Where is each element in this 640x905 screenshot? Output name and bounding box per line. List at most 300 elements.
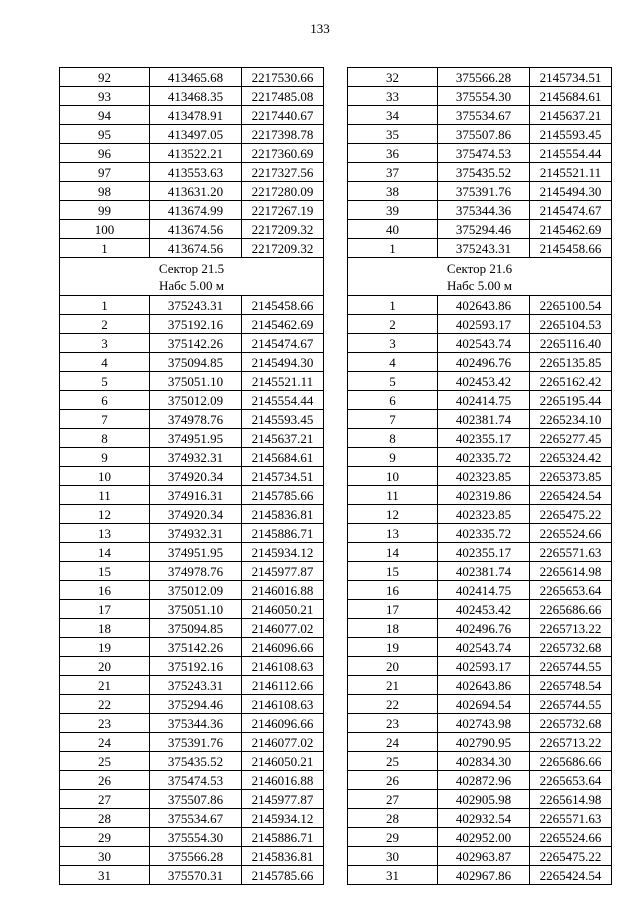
point-number-cell: 40 — [348, 220, 438, 239]
x-coordinate-cell: 402335.72 — [438, 524, 530, 543]
table-row — [348, 201, 612, 220]
sector-title: Сектор 21.6 — [446, 260, 513, 276]
table-row — [60, 790, 324, 809]
y-coordinate-cell: 2265424.54 — [530, 486, 612, 505]
x-coordinate-cell: 375142.26 — [150, 638, 242, 657]
x-coordinate-cell: 402496.76 — [438, 619, 530, 638]
table-row — [60, 486, 324, 505]
point-number-cell: 20 — [60, 657, 150, 676]
table-row — [348, 847, 612, 866]
sector-header-cell — [348, 258, 612, 296]
y-coordinate-cell: 2146096.66 — [242, 638, 324, 657]
y-coordinate-cell: 2265571.63 — [530, 809, 612, 828]
table-row — [348, 752, 612, 771]
x-coordinate-cell: 375012.09 — [150, 391, 242, 410]
y-coordinate-cell: 2145462.69 — [530, 220, 612, 239]
y-coordinate-cell: 2145934.12 — [242, 809, 324, 828]
point-number-cell: 27 — [60, 790, 150, 809]
table-row — [60, 600, 324, 619]
x-coordinate-cell: 413522.21 — [150, 144, 242, 163]
y-coordinate-cell: 2145684.61 — [242, 448, 324, 467]
x-coordinate-cell: 375344.36 — [150, 714, 242, 733]
x-coordinate-cell: 413497.05 — [150, 125, 242, 144]
table-row — [60, 467, 324, 486]
x-coordinate-cell: 402593.17 — [438, 657, 530, 676]
table-row — [60, 87, 324, 106]
point-number-cell: 11 — [348, 486, 438, 505]
table-row — [348, 619, 612, 638]
x-coordinate-cell: 375012.09 — [150, 581, 242, 600]
point-number-cell: 7 — [60, 410, 150, 429]
point-number-cell: 22 — [348, 695, 438, 714]
x-coordinate-cell: 402543.74 — [438, 638, 530, 657]
x-coordinate-cell: 413553.63 — [150, 163, 242, 182]
x-coordinate-cell: 413465.68 — [150, 68, 242, 87]
x-coordinate-cell: 375570.31 — [150, 866, 242, 885]
y-coordinate-cell: 2146108.63 — [242, 695, 324, 714]
y-coordinate-cell: 2145886.71 — [242, 828, 324, 847]
sector-header-cell — [60, 258, 324, 296]
x-coordinate-cell: 375094.85 — [150, 619, 242, 638]
point-number-cell: 97 — [60, 163, 150, 182]
table-row — [348, 543, 612, 562]
table-row — [60, 524, 324, 543]
x-coordinate-cell: 375243.31 — [438, 239, 530, 258]
table-row — [60, 106, 324, 125]
y-coordinate-cell: 2265732.68 — [530, 638, 612, 657]
table-row — [60, 676, 324, 695]
table-row — [348, 296, 612, 315]
table-row — [60, 619, 324, 638]
x-coordinate-cell: 413631.20 — [150, 182, 242, 201]
table-row — [348, 220, 612, 239]
table-row — [60, 638, 324, 657]
y-coordinate-cell: 2265475.22 — [530, 847, 612, 866]
point-number-cell: 1 — [348, 296, 438, 315]
x-coordinate-cell: 402694.54 — [438, 695, 530, 714]
table-row — [348, 467, 612, 486]
point-number-cell: 98 — [60, 182, 150, 201]
x-coordinate-cell: 413674.56 — [150, 239, 242, 258]
point-number-cell: 33 — [348, 87, 438, 106]
y-coordinate-cell: 2145734.51 — [530, 68, 612, 87]
x-coordinate-cell: 402381.74 — [438, 562, 530, 581]
x-coordinate-cell: 375566.28 — [150, 847, 242, 866]
table-row — [60, 410, 324, 429]
x-coordinate-cell: 402543.74 — [438, 334, 530, 353]
table-row — [60, 163, 324, 182]
x-coordinate-cell: 413478.91 — [150, 106, 242, 125]
y-coordinate-cell: 2265748.54 — [530, 676, 612, 695]
y-coordinate-cell: 2146050.21 — [242, 600, 324, 619]
x-coordinate-cell: 375474.53 — [438, 144, 530, 163]
point-number-cell: 9 — [60, 448, 150, 467]
y-coordinate-cell: 2265100.54 — [530, 296, 612, 315]
x-coordinate-cell: 375192.16 — [150, 657, 242, 676]
x-coordinate-cell: 402323.85 — [438, 505, 530, 524]
y-coordinate-cell: 2217440.67 — [242, 106, 324, 125]
y-coordinate-cell: 2146077.02 — [242, 733, 324, 752]
table-row — [348, 410, 612, 429]
x-coordinate-cell: 375243.31 — [150, 676, 242, 695]
table-row — [60, 505, 324, 524]
y-coordinate-cell: 2265277.45 — [530, 429, 612, 448]
point-number-cell: 25 — [60, 752, 150, 771]
x-coordinate-cell: 402355.17 — [438, 429, 530, 448]
table-row — [348, 714, 612, 733]
table-row — [60, 752, 324, 771]
point-number-cell: 22 — [60, 695, 150, 714]
x-coordinate-cell: 402872.96 — [438, 771, 530, 790]
x-coordinate-cell: 374978.76 — [150, 410, 242, 429]
x-coordinate-cell: 375243.31 — [150, 296, 242, 315]
table-row — [60, 581, 324, 600]
table-row — [348, 638, 612, 657]
y-coordinate-cell: 2265732.68 — [530, 714, 612, 733]
x-coordinate-cell: 374932.31 — [150, 448, 242, 467]
x-coordinate-cell: 375554.30 — [438, 87, 530, 106]
y-coordinate-cell: 2146016.88 — [242, 771, 324, 790]
y-coordinate-cell: 2265571.63 — [530, 543, 612, 562]
x-coordinate-cell: 402743.98 — [438, 714, 530, 733]
point-number-cell: 10 — [348, 467, 438, 486]
point-number-cell: 2 — [348, 315, 438, 334]
point-number-cell: 30 — [60, 847, 150, 866]
point-number-cell: 3 — [60, 334, 150, 353]
y-coordinate-cell: 2265373.85 — [530, 467, 612, 486]
table-row — [60, 125, 324, 144]
table-row — [348, 790, 612, 809]
x-coordinate-cell: 374951.95 — [150, 429, 242, 448]
point-number-cell: 10 — [60, 467, 150, 486]
x-coordinate-cell: 402496.76 — [438, 353, 530, 372]
sector-header-row — [60, 258, 324, 296]
point-number-cell: 1 — [60, 296, 150, 315]
table-row — [348, 106, 612, 125]
sector-header-row — [348, 258, 612, 296]
point-number-cell: 96 — [60, 144, 150, 163]
table-row — [348, 600, 612, 619]
y-coordinate-cell: 2265162.42 — [530, 372, 612, 391]
table-row — [60, 733, 324, 752]
y-coordinate-cell: 2217280.09 — [242, 182, 324, 201]
x-coordinate-cell: 375094.85 — [150, 353, 242, 372]
y-coordinate-cell: 2265135.85 — [530, 353, 612, 372]
x-coordinate-cell: 374920.34 — [150, 467, 242, 486]
point-number-cell: 5 — [60, 372, 150, 391]
point-number-cell: 1 — [60, 239, 150, 258]
y-coordinate-cell: 2217530.66 — [242, 68, 324, 87]
x-coordinate-cell: 402790.95 — [438, 733, 530, 752]
x-coordinate-cell: 375507.86 — [150, 790, 242, 809]
point-number-cell: 31 — [60, 866, 150, 885]
point-number-cell: 20 — [348, 657, 438, 676]
table-row — [348, 505, 612, 524]
point-number-cell: 13 — [60, 524, 150, 543]
x-coordinate-cell: 402834.30 — [438, 752, 530, 771]
table-row — [60, 809, 324, 828]
x-coordinate-cell: 402453.42 — [438, 372, 530, 391]
x-coordinate-cell: 375051.10 — [150, 372, 242, 391]
y-coordinate-cell: 2145684.61 — [530, 87, 612, 106]
point-number-cell: 14 — [60, 543, 150, 562]
point-number-cell: 37 — [348, 163, 438, 182]
point-number-cell: 16 — [348, 581, 438, 600]
y-coordinate-cell: 2145554.44 — [530, 144, 612, 163]
table-row — [348, 315, 612, 334]
left-table-body — [60, 68, 324, 885]
point-number-cell: 8 — [348, 429, 438, 448]
y-coordinate-cell: 2145494.30 — [242, 353, 324, 372]
point-number-cell: 93 — [60, 87, 150, 106]
point-number-cell: 24 — [348, 733, 438, 752]
point-number-cell: 19 — [60, 638, 150, 657]
point-number-cell: 32 — [348, 68, 438, 87]
x-coordinate-cell: 402323.85 — [438, 467, 530, 486]
y-coordinate-cell: 2265653.64 — [530, 771, 612, 790]
point-number-cell: 12 — [60, 505, 150, 524]
point-number-cell: 11 — [60, 486, 150, 505]
table-row — [348, 87, 612, 106]
y-coordinate-cell: 2145458.66 — [242, 296, 324, 315]
table-row — [348, 657, 612, 676]
point-number-cell: 26 — [348, 771, 438, 790]
x-coordinate-cell: 375566.28 — [438, 68, 530, 87]
x-coordinate-cell: 402967.86 — [438, 866, 530, 885]
y-coordinate-cell: 2265713.22 — [530, 619, 612, 638]
point-number-cell: 28 — [60, 809, 150, 828]
point-number-cell: 27 — [348, 790, 438, 809]
y-coordinate-cell: 2145462.69 — [242, 315, 324, 334]
point-number-cell: 18 — [60, 619, 150, 638]
y-coordinate-cell: 2145494.30 — [530, 182, 612, 201]
table-row — [348, 809, 612, 828]
y-coordinate-cell: 2265524.66 — [530, 524, 612, 543]
x-coordinate-cell: 402414.75 — [438, 581, 530, 600]
x-coordinate-cell: 375507.86 — [438, 125, 530, 144]
table-row — [348, 163, 612, 182]
table-row — [60, 144, 324, 163]
point-number-cell: 18 — [348, 619, 438, 638]
point-number-cell: 26 — [60, 771, 150, 790]
point-number-cell: 29 — [348, 828, 438, 847]
x-coordinate-cell: 374920.34 — [150, 505, 242, 524]
point-number-cell: 28 — [348, 809, 438, 828]
table-row — [348, 448, 612, 467]
x-coordinate-cell: 413468.35 — [150, 87, 242, 106]
x-coordinate-cell: 413674.56 — [150, 220, 242, 239]
x-coordinate-cell: 374951.95 — [150, 543, 242, 562]
x-coordinate-cell: 375474.53 — [150, 771, 242, 790]
point-number-cell: 92 — [60, 68, 150, 87]
y-coordinate-cell: 2145886.71 — [242, 524, 324, 543]
point-number-cell: 17 — [348, 600, 438, 619]
point-number-cell: 5 — [348, 372, 438, 391]
sector-title: Сектор 21.5 — [158, 260, 225, 276]
y-coordinate-cell: 2265116.40 — [530, 334, 612, 353]
table-row — [348, 429, 612, 448]
y-coordinate-cell: 2265234.10 — [530, 410, 612, 429]
y-coordinate-cell: 2265686.66 — [530, 600, 612, 619]
x-coordinate-cell: 375391.76 — [150, 733, 242, 752]
y-coordinate-cell: 2265614.98 — [530, 562, 612, 581]
table-row — [348, 486, 612, 505]
y-coordinate-cell: 2145521.11 — [242, 372, 324, 391]
x-coordinate-cell: 402414.75 — [438, 391, 530, 410]
x-coordinate-cell: 374932.31 — [150, 524, 242, 543]
y-coordinate-cell: 2265744.55 — [530, 695, 612, 714]
x-coordinate-cell: 402643.86 — [438, 296, 530, 315]
y-coordinate-cell: 2265686.66 — [530, 752, 612, 771]
y-coordinate-cell: 2145474.67 — [530, 201, 612, 220]
x-coordinate-cell: 402453.42 — [438, 600, 530, 619]
table-row — [60, 201, 324, 220]
x-coordinate-cell: 402355.17 — [438, 543, 530, 562]
sector-height: Набс 5.00 м — [446, 277, 513, 293]
table-row — [60, 543, 324, 562]
point-number-cell: 9 — [348, 448, 438, 467]
y-coordinate-cell: 2265653.64 — [530, 581, 612, 600]
x-coordinate-cell: 402593.17 — [438, 315, 530, 334]
y-coordinate-cell: 2145836.81 — [242, 505, 324, 524]
point-number-cell: 19 — [348, 638, 438, 657]
x-coordinate-cell: 374916.31 — [150, 486, 242, 505]
x-coordinate-cell: 402643.86 — [438, 676, 530, 695]
point-number-cell: 38 — [348, 182, 438, 201]
y-coordinate-cell: 2145785.66 — [242, 486, 324, 505]
table-row — [60, 714, 324, 733]
point-number-cell: 39 — [348, 201, 438, 220]
point-number-cell: 6 — [348, 391, 438, 410]
table-row — [60, 68, 324, 87]
y-coordinate-cell: 2217209.32 — [242, 239, 324, 258]
y-coordinate-cell: 2265713.22 — [530, 733, 612, 752]
x-coordinate-cell: 375554.30 — [150, 828, 242, 847]
table-row — [348, 866, 612, 885]
table-row — [60, 353, 324, 372]
point-number-cell: 34 — [348, 106, 438, 125]
point-number-cell: 16 — [60, 581, 150, 600]
x-coordinate-cell: 375192.16 — [150, 315, 242, 334]
point-number-cell: 94 — [60, 106, 150, 125]
x-coordinate-cell: 402319.86 — [438, 486, 530, 505]
table-row — [348, 372, 612, 391]
point-number-cell: 24 — [60, 733, 150, 752]
y-coordinate-cell: 2217398.78 — [242, 125, 324, 144]
point-number-cell: 4 — [348, 353, 438, 372]
x-coordinate-cell: 375344.36 — [438, 201, 530, 220]
table-row — [60, 372, 324, 391]
table-row — [348, 828, 612, 847]
x-coordinate-cell: 375534.67 — [438, 106, 530, 125]
point-number-cell: 15 — [348, 562, 438, 581]
y-coordinate-cell: 2145521.11 — [530, 163, 612, 182]
y-coordinate-cell: 2265614.98 — [530, 790, 612, 809]
x-coordinate-cell: 402381.74 — [438, 410, 530, 429]
point-number-cell: 100 — [60, 220, 150, 239]
table-row — [348, 68, 612, 87]
table-row — [348, 144, 612, 163]
table-row — [348, 182, 612, 201]
y-coordinate-cell: 2145593.45 — [530, 125, 612, 144]
point-number-cell: 23 — [60, 714, 150, 733]
y-coordinate-cell: 2145474.67 — [242, 334, 324, 353]
table-row — [60, 391, 324, 410]
x-coordinate-cell: 402905.98 — [438, 790, 530, 809]
table-row — [348, 562, 612, 581]
table-row — [348, 733, 612, 752]
table-row — [348, 125, 612, 144]
point-number-cell: 15 — [60, 562, 150, 581]
point-number-cell: 35 — [348, 125, 438, 144]
point-number-cell: 2 — [60, 315, 150, 334]
right-table-body — [348, 68, 612, 885]
table-row — [348, 524, 612, 543]
y-coordinate-cell: 2145785.66 — [242, 866, 324, 885]
x-coordinate-cell: 402335.72 — [438, 448, 530, 467]
table-row — [348, 334, 612, 353]
point-number-cell: 1 — [348, 239, 438, 258]
y-coordinate-cell: 2217267.19 — [242, 201, 324, 220]
y-coordinate-cell: 2265524.66 — [530, 828, 612, 847]
point-number-cell: 25 — [348, 752, 438, 771]
y-coordinate-cell: 2265744.55 — [530, 657, 612, 676]
point-number-cell: 95 — [60, 125, 150, 144]
table-row — [60, 220, 324, 239]
y-coordinate-cell: 2146108.63 — [242, 657, 324, 676]
table-row — [348, 353, 612, 372]
point-number-cell: 14 — [348, 543, 438, 562]
table-row — [60, 448, 324, 467]
point-number-cell: 7 — [348, 410, 438, 429]
sector-height: Набс 5.00 м — [158, 277, 225, 293]
y-coordinate-cell: 2146112.66 — [242, 676, 324, 695]
y-coordinate-cell: 2265324.42 — [530, 448, 612, 467]
point-number-cell: 36 — [348, 144, 438, 163]
x-coordinate-cell: 402932.54 — [438, 809, 530, 828]
page-number: 133 — [310, 21, 330, 36]
y-coordinate-cell: 2145934.12 — [242, 543, 324, 562]
point-number-cell: 13 — [348, 524, 438, 543]
x-coordinate-cell: 375142.26 — [150, 334, 242, 353]
y-coordinate-cell: 2146096.66 — [242, 714, 324, 733]
point-number-cell: 21 — [348, 676, 438, 695]
x-coordinate-cell: 375294.46 — [438, 220, 530, 239]
table-row — [348, 581, 612, 600]
x-coordinate-cell: 375435.52 — [150, 752, 242, 771]
y-coordinate-cell: 2265195.44 — [530, 391, 612, 410]
y-coordinate-cell: 2145977.87 — [242, 562, 324, 581]
y-coordinate-cell: 2145836.81 — [242, 847, 324, 866]
table-row — [60, 182, 324, 201]
x-coordinate-cell: 375534.67 — [150, 809, 242, 828]
x-coordinate-cell: 375051.10 — [150, 600, 242, 619]
x-coordinate-cell: 413674.99 — [150, 201, 242, 220]
y-coordinate-cell: 2145977.87 — [242, 790, 324, 809]
table-row — [60, 828, 324, 847]
y-coordinate-cell: 2145637.21 — [530, 106, 612, 125]
x-coordinate-cell: 375391.76 — [438, 182, 530, 201]
y-coordinate-cell: 2217360.69 — [242, 144, 324, 163]
y-coordinate-cell: 2146050.21 — [242, 752, 324, 771]
x-coordinate-cell: 374978.76 — [150, 562, 242, 581]
point-number-cell: 6 — [60, 391, 150, 410]
point-number-cell: 8 — [60, 429, 150, 448]
table-row — [60, 695, 324, 714]
point-number-cell: 31 — [348, 866, 438, 885]
table-row — [60, 334, 324, 353]
point-number-cell: 99 — [60, 201, 150, 220]
